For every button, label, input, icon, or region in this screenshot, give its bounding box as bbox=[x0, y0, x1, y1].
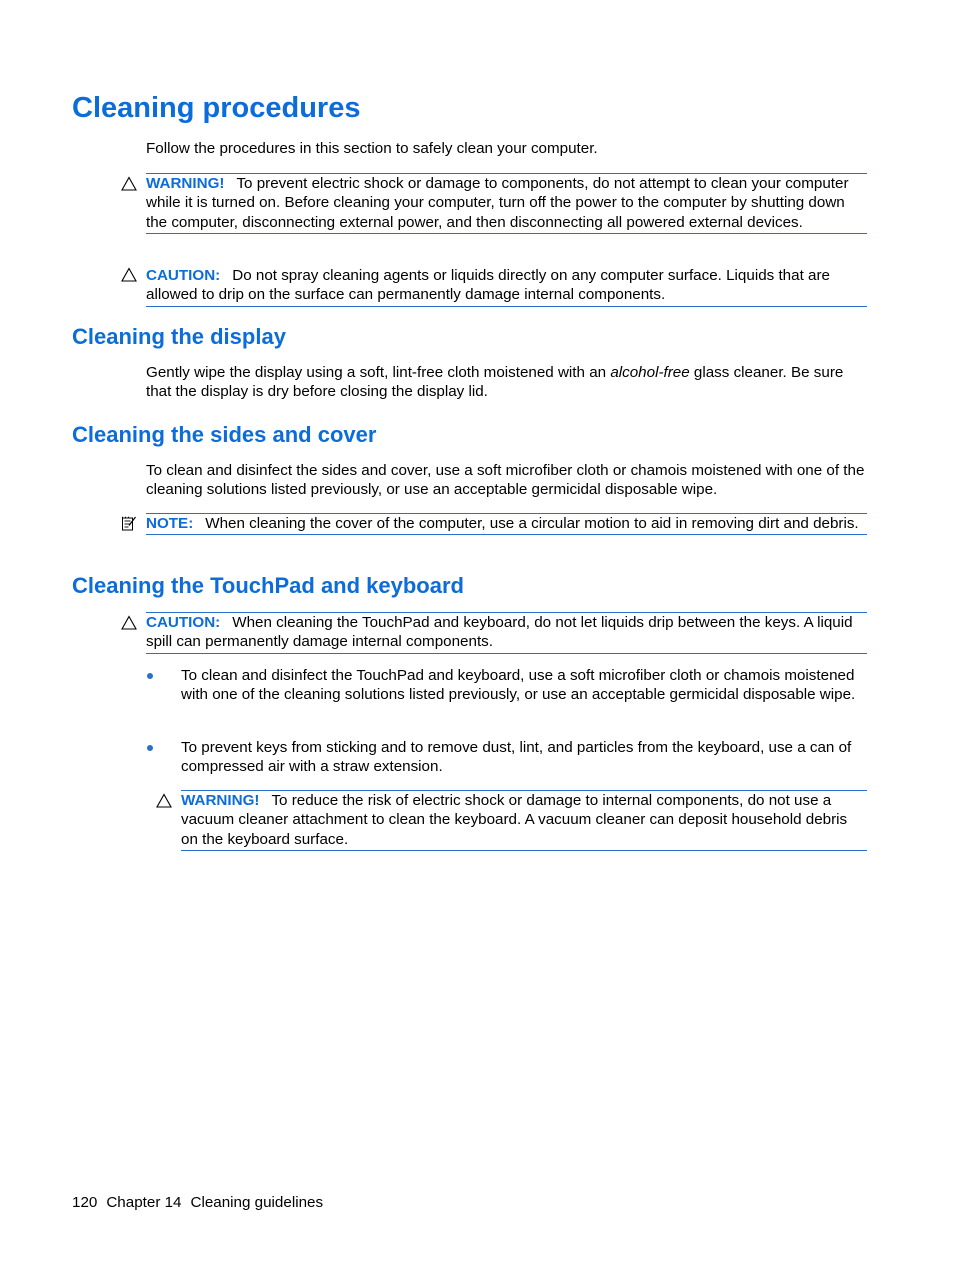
display-paragraph bbox=[146, 363, 867, 402]
caution-triangle-icon bbox=[121, 267, 137, 282]
list-item bbox=[181, 738, 867, 777]
warning-text: To prevent electric shock or damage to components, do not attempt to clean your computer while it is turned on. Before cleaning your computer, turn off the power to the computer by shutting down the computer, disconnecting external power, and then disconnecting all powered external devices. bbox=[146, 175, 849, 231]
warning-label: WARNING! bbox=[146, 175, 225, 192]
warning-notice-keyboard bbox=[181, 790, 867, 851]
display-text-emphasis: alcohol-free bbox=[610, 364, 690, 381]
intro-paragraph: Follow the procedures in this section to safely clean your computer. bbox=[146, 140, 598, 157]
warning-triangle-icon bbox=[121, 176, 137, 191]
page-footer bbox=[72, 1193, 332, 1212]
section-heading-touchpad: Cleaning the TouchPad and keyboard bbox=[72, 573, 464, 598]
bullet-dot bbox=[147, 745, 153, 751]
note-text: When cleaning the cover of the computer, use a circular motion to aid in removing dirt and debris. bbox=[205, 515, 859, 532]
caution-text: Do not spray cleaning agents or liquids directly on any computer surface. Liquids that are allowed to drip on the surface can permanently damage internal components. bbox=[146, 267, 830, 304]
note-notice bbox=[146, 513, 867, 535]
warning-label: WARNING! bbox=[181, 792, 260, 809]
warning-notice bbox=[146, 173, 867, 234]
bullet-dot bbox=[147, 673, 153, 679]
footer-chapter: Chapter 14 bbox=[106, 1194, 182, 1211]
note-pad-icon bbox=[121, 516, 137, 531]
warning-triangle-icon bbox=[156, 793, 172, 808]
list-item bbox=[181, 666, 867, 705]
warning-text: To reduce the risk of electric shock or damage to internal components, do not use a vacuum cleaner attachment to clean the keyboard. A vacuum cleaner can deposit household debris on the keyboard surface. bbox=[181, 792, 848, 848]
caution-label: CAUTION: bbox=[146, 614, 221, 631]
display-text-after: glass cleaner. Be sure that the display is dry before closing the display lid. bbox=[146, 364, 844, 401]
page-number: 120 bbox=[72, 1194, 98, 1211]
page-title: Cleaning procedures bbox=[72, 92, 361, 124]
caution-triangle-icon bbox=[121, 615, 137, 630]
display-text-before: Gently wipe the display using a soft, lint-free cloth moistened with an bbox=[146, 364, 611, 381]
caution-notice-touchpad bbox=[146, 612, 867, 654]
section-heading-sides: Cleaning the sides and cover bbox=[72, 422, 377, 447]
note-label: NOTE: bbox=[146, 515, 194, 532]
caution-text: When cleaning the TouchPad and keyboard, do not let liquids drip between the keys. A liquid spill can permanently damage internal components. bbox=[146, 614, 853, 651]
list-item-text: To clean and disinfect the TouchPad and keyboard, use a soft microfiber cloth or chamois moistened with one of the cleaning solutions listed previously, or use an acceptable germicidal disposable wipe. bbox=[181, 667, 856, 704]
sides-paragraph: To clean and disinfect the sides and cover, use a soft microfiber cloth or chamois moistened with one of the cleaning solutions listed previously, or use an acceptable germicidal disposable wipe. bbox=[146, 462, 865, 499]
footer-chapter-title: Cleaning guidelines bbox=[190, 1194, 324, 1211]
list-item-text: To prevent keys from sticking and to remove dust, lint, and particles from the keyboard, use a can of compressed air with a straw extension. bbox=[181, 739, 852, 776]
section-heading-display: Cleaning the display bbox=[72, 324, 286, 349]
caution-notice bbox=[146, 265, 867, 307]
caution-label: CAUTION: bbox=[146, 267, 221, 284]
